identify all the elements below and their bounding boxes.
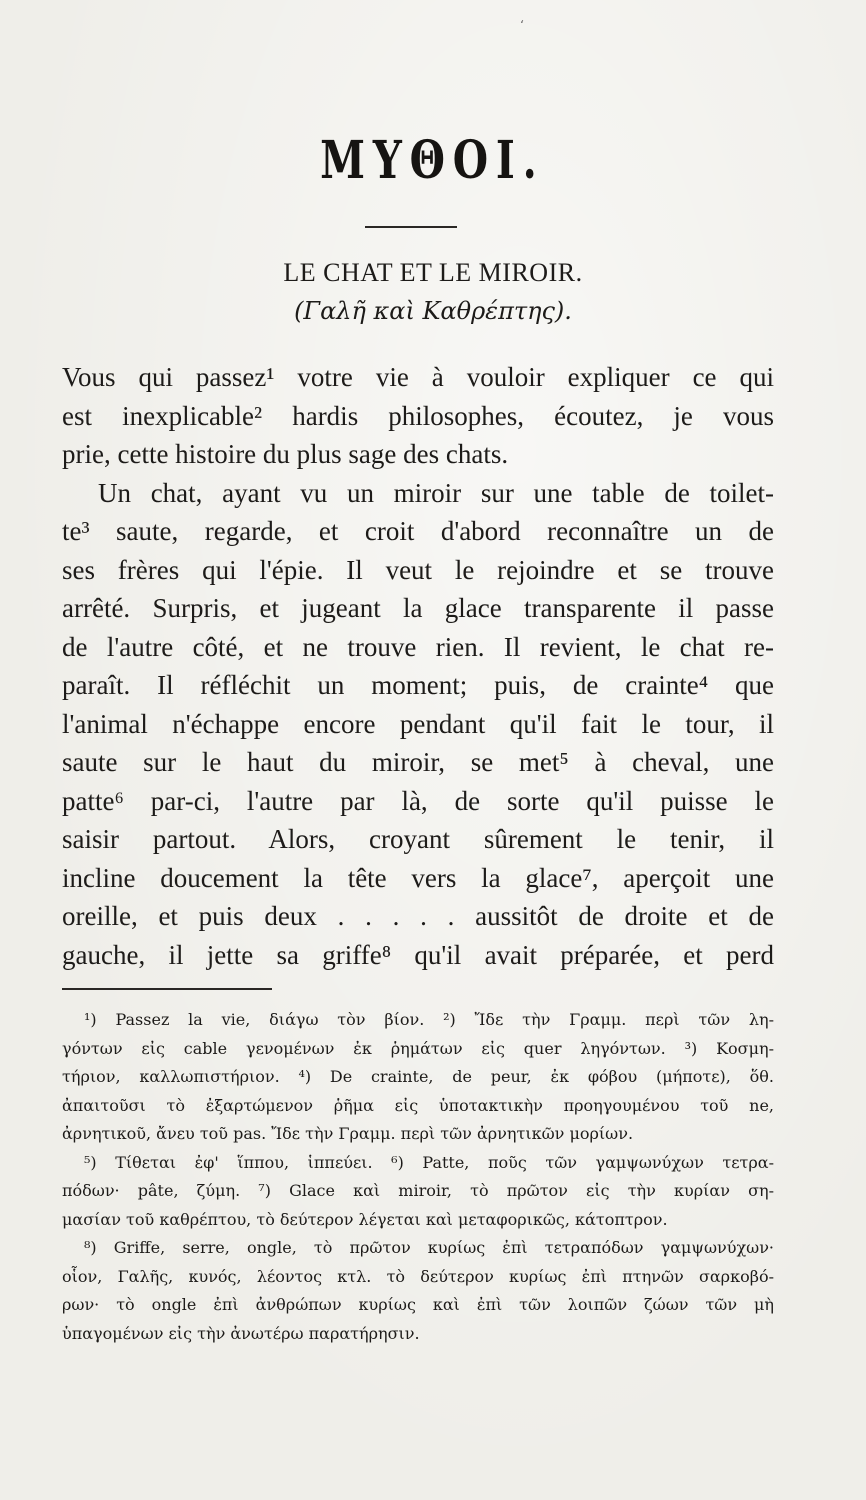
body-line: patte⁶ par-ci, l'autre par là, de sorte qu'il puisse le (62, 785, 774, 816)
body-line: oreille, et puis deux . . . . . aussitôt de droite et de (62, 901, 774, 931)
body-line: Vous qui passez¹ votre vie à vouloir expliquer ce qui (62, 362, 774, 392)
footnote-line: τήριον, καλλωπιστήριον. ⁴) De crainte, de peur, ἐκ φόβου (μήποτε), ὅθ. (62, 1067, 774, 1086)
footnote-line: οἷον, Γαλῆς, κυνός, λέοντος κτλ. τὸ δεύτερον κυρίως ἐπὶ πτηνῶν σαρκοβό- (62, 1266, 774, 1286)
body-line: prie, cette histoire du plus sage des chats. (62, 439, 509, 469)
body-line: te³ saute, regarde, et croit d'abord reconnaître un de (62, 516, 774, 546)
body-line: l'animal n'échappe encore pendant qu'il fait le tour, il (62, 708, 774, 739)
body-line: saute sur le haut du miroir, se met⁵ à cheval, une (62, 747, 774, 777)
body-line: est inexplicable² hardis philosophes, écoutez, je vous (62, 400, 774, 431)
fable-greek-title: (Γαλῆ καὶ Καθρέπτης). (294, 297, 572, 325)
body-line: saisir partout. Alors, croyant sûrement le tenir, il (62, 824, 774, 854)
footnote-line: ρων· τὸ ongle ἐπὶ ἀνθρώπων κυρίως καὶ ἐπὶ τῶν λοιπῶν ζώων τῶν μὴ (62, 1295, 774, 1314)
body-line: de l'autre côté, et ne trouve rien. Il revient, le chat re- (62, 631, 774, 662)
fable-title: LE CHAT ET LE MIROIR. (283, 258, 583, 287)
body-line: gauche, il jette sa griffe⁸ qu'il avait préparée, et perd (62, 939, 774, 970)
body-line: incline doucement la tête vers la glace⁷, aperçoit une (62, 862, 774, 893)
body-line: Un chat, ayant vu un miroir sur une table de toilet- (98, 477, 774, 508)
footnote-line: πόδων· pâte, ζύμη. ⁷) Glace καὶ miroir, τὸ πρῶτον εἰς τὴν κυρίαν ση- (62, 1181, 774, 1200)
fable-body (62, 358, 774, 974)
footnote-line: ἀρνητικοῦ, ἄνευ τοῦ pas. Ἴδε τὴν Γραμμ. περὶ τῶν ἀρνητικῶν μορίων. (62, 1124, 634, 1143)
header-rule (365, 226, 457, 228)
footnote-rule (62, 988, 272, 990)
body-line: ses frères qui l'épie. Il veut le rejoindre et se trouve (62, 554, 774, 585)
footnote-line: γόντων εἰς cable γενομένων ἐκ ῥημάτων εἰς quer ληγόντων. ³) Κοσμη- (62, 1038, 774, 1058)
footnote-line: μασίαν τοῦ καθρέπτου, τὸ δεύτερον λέγεται καὶ μεταφορικῶς, κάτοπτρον. (62, 1209, 668, 1229)
footnote-line: ⁸) Griffe, serre, ongle, τὸ πρῶτον κυρίως ἐπὶ τετραπόδων γαμψωνύχων· (84, 1238, 774, 1257)
footnotes (62, 1006, 774, 1348)
footnote-line: ἀπαιτοῦσι τὸ ἐξαρτώμενον ῥῆμα εἰς ὑποτακτικὴν προηγουμένου τοῦ ne, (62, 1095, 774, 1115)
body-line: arrêté. Surpris, et jugeant la glace transparente il passe (62, 593, 774, 623)
footnote-line: ὑπαγομένων εἰς τὴν ἀνωτέρω παρατήρησιν. (62, 1323, 420, 1343)
page-header-title: ΜΥΘΟΙ. (320, 130, 545, 191)
footnote-line: ¹) Passez la vie, διάγω τὸν βίον. ²) Ἴδε τὴν Γραμμ. περὶ τῶν λη- (84, 1010, 774, 1029)
footnote-line: ⁵) Τίθεται ἐφ' ἵππου, ἱππεύει. ⁶) Patte, ποῦς τῶν γαμψωνύχων τετρα- (84, 1152, 774, 1172)
print-mark: ‘ (520, 18, 524, 32)
body-line: paraît. Il réfléchit un moment; puis, de crainte⁴ que (62, 670, 774, 700)
